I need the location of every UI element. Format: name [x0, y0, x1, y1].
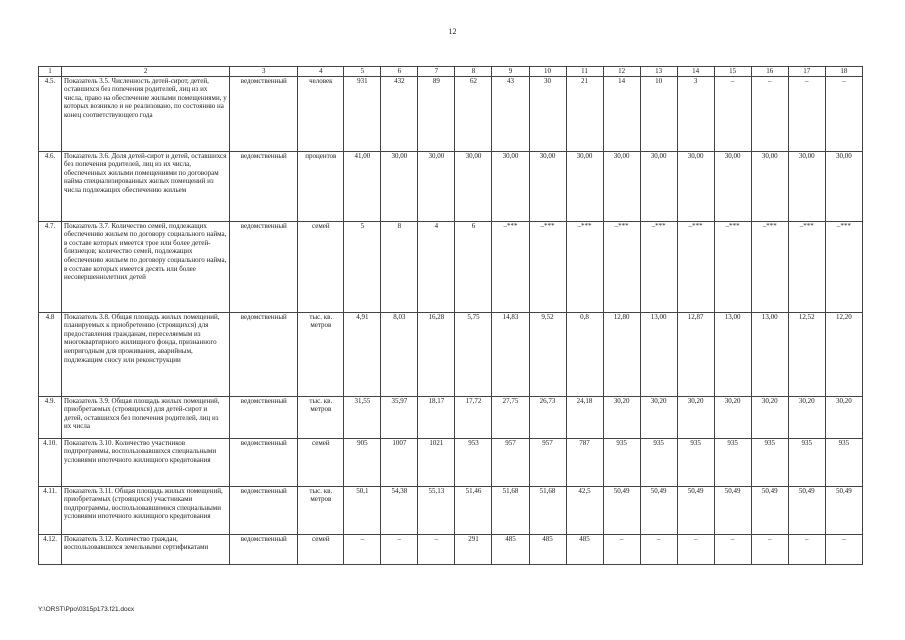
table-row — [39, 151, 863, 221]
value-cell: –*** — [566, 221, 603, 312]
value-cell: 16,28 — [418, 312, 455, 396]
value-cell: 931 — [344, 76, 381, 151]
value-cell: 787 — [566, 438, 603, 486]
value-cell: 51,46 — [455, 486, 492, 534]
header-cell: 9 — [492, 67, 529, 77]
header-cell: 1 — [39, 67, 62, 77]
value-cell: – — [344, 534, 381, 564]
row-number-cell: 4.9. — [39, 396, 62, 438]
indicator-name-cell: Показатель 3.8. Общая площадь жилых помещений, планируемых к приобретению (строящихся) для предоставления гражданам, переселяемым из многоквартирного жилищного фонда, признанного непригодным для проживания, аварийным, подлежащим сносу или реконструкции — [62, 312, 230, 396]
value-cell: 12,52 — [788, 312, 825, 396]
value-cell: 905 — [344, 438, 381, 486]
source-cell: ведомственный — [230, 151, 298, 221]
value-cell: 30 — [529, 76, 566, 151]
row-number-cell: 4.11. — [39, 486, 62, 534]
source-cell: ведомственный — [230, 438, 298, 486]
value-cell: 4 — [418, 221, 455, 312]
row-number-cell: 4.8 — [39, 312, 62, 396]
table-row — [39, 486, 863, 534]
value-cell: –*** — [492, 221, 529, 312]
value-cell: 5,75 — [455, 312, 492, 396]
value-cell: – — [640, 534, 677, 564]
value-cell: 4,91 — [344, 312, 381, 396]
unit-cell: тыс. кв. метров — [298, 486, 344, 534]
indicator-name-cell: Показатель 3.10. Количество участников подпрограммы, воспользовавшихся специальными условиями ипотечного жилищного кредитования — [62, 438, 230, 486]
unit-cell: тыс. кв. метров — [298, 396, 344, 438]
value-cell: 50,49 — [825, 486, 862, 534]
header-cell: 11 — [566, 67, 603, 77]
value-cell: 485 — [492, 534, 529, 564]
page-number: 12 — [448, 27, 457, 36]
value-cell: 13,00 — [751, 312, 788, 396]
value-cell: 12,80 — [603, 312, 640, 396]
value-cell: 12,20 — [825, 312, 862, 396]
unit-cell: процентов — [298, 151, 344, 221]
indicator-name-cell: Показатель 3.7. Количество семей, подлежащих обеспечению жильем по договору социального найма, в составе которых имеется трое или более детей-близнецов; количество семей, подлежащих обеспечению жильем по договору социального найма, в составе которых имеется десять или более несовершеннолетних детей — [62, 221, 230, 312]
row-number-cell: 4.5. — [39, 76, 62, 151]
value-cell: 30,00 — [825, 151, 862, 221]
indicator-name-cell: Показатель 3.5. Численность детей-сирот, детей, оставшихся без попечения родителей, лиц из их числа, право на обеспечение жилыми помещениями, у которых возникло и не реализовано, по состоянию на конец соответствующего года — [62, 76, 230, 151]
value-cell: 13,00 — [714, 312, 751, 396]
source-cell: ведомственный — [230, 312, 298, 396]
value-cell: 13,00 — [640, 312, 677, 396]
value-cell: –*** — [529, 221, 566, 312]
source-cell: ведомственный — [230, 76, 298, 151]
header-cell: 17 — [788, 67, 825, 77]
unit-cell: семей — [298, 534, 344, 564]
value-cell: 10 — [640, 76, 677, 151]
value-cell: 5 — [344, 221, 381, 312]
header-cell: 7 — [418, 67, 455, 77]
value-cell: 31,55 — [344, 396, 381, 438]
value-cell: – — [714, 534, 751, 564]
value-cell: 54,38 — [381, 486, 418, 534]
value-cell: –*** — [714, 221, 751, 312]
file-path-footer: Y:\ORST\Ppo\0315p173.f21.docx — [38, 606, 135, 613]
value-cell: 1007 — [381, 438, 418, 486]
value-cell: 30,00 — [640, 151, 677, 221]
header-cell: 8 — [455, 67, 492, 77]
indicator-name-cell: Показатель 3.12. Количество граждан, воспользовавшихся земельными сертификатами — [62, 534, 230, 564]
value-cell: 50,49 — [640, 486, 677, 534]
table-row — [39, 312, 863, 396]
value-cell: 953 — [455, 438, 492, 486]
value-cell: 18,17 — [418, 396, 455, 438]
value-cell: –*** — [603, 221, 640, 312]
value-cell: 432 — [381, 76, 418, 151]
value-cell: 30,00 — [529, 151, 566, 221]
value-cell: 41,00 — [344, 151, 381, 221]
value-cell: 30,00 — [418, 151, 455, 221]
value-cell: 291 — [455, 534, 492, 564]
source-cell: ведомственный — [230, 221, 298, 312]
value-cell: 3 — [677, 76, 714, 151]
value-cell: 30,00 — [566, 151, 603, 221]
value-cell: – — [418, 534, 455, 564]
value-cell: 30,20 — [603, 396, 640, 438]
value-cell: 935 — [603, 438, 640, 486]
value-cell: 17,72 — [455, 396, 492, 438]
table-row — [39, 534, 863, 564]
value-cell: 50,49 — [714, 486, 751, 534]
value-cell: 30,00 — [751, 151, 788, 221]
value-cell: –*** — [751, 221, 788, 312]
value-cell: 89 — [418, 76, 455, 151]
unit-cell: тыс. кв. метров — [298, 312, 344, 396]
value-cell: 50,49 — [751, 486, 788, 534]
value-cell: 8,03 — [381, 312, 418, 396]
value-cell: 30,00 — [788, 151, 825, 221]
value-cell: 26,73 — [529, 396, 566, 438]
value-cell: 62 — [455, 76, 492, 151]
unit-cell: семей — [298, 438, 344, 486]
value-cell: –*** — [825, 221, 862, 312]
header-cell: 14 — [677, 67, 714, 77]
row-number-cell: 4.10. — [39, 438, 62, 486]
header-cell: 4 — [298, 67, 344, 77]
value-cell: 30,00 — [603, 151, 640, 221]
indicator-name-cell: Показатель 3.6. Доля детей-сирот и детей, оставшихся без попечения родителей, лиц из их числа, обеспеченных жилыми помещениями по договорам найма специализированных жилых помещений из числа подлежащих обеспечению жильем — [62, 151, 230, 221]
value-cell: 1021 — [418, 438, 455, 486]
unit-cell: семей — [298, 221, 344, 312]
header-cell: 18 — [825, 67, 862, 77]
table-row — [39, 221, 863, 312]
value-cell: –*** — [788, 221, 825, 312]
value-cell: 43 — [492, 76, 529, 151]
value-cell: – — [751, 76, 788, 151]
value-cell: 30,20 — [714, 396, 751, 438]
header-cell: 16 — [751, 67, 788, 77]
value-cell: 21 — [566, 76, 603, 151]
value-cell: – — [825, 534, 862, 564]
value-cell: 935 — [677, 438, 714, 486]
value-cell: 30,00 — [455, 151, 492, 221]
value-cell: 14,83 — [492, 312, 529, 396]
row-number-cell: 4.12. — [39, 534, 62, 564]
value-cell: – — [825, 76, 862, 151]
value-cell: 485 — [566, 534, 603, 564]
value-cell: 485 — [529, 534, 566, 564]
value-cell: –*** — [640, 221, 677, 312]
value-cell: 42,5 — [566, 486, 603, 534]
value-cell: 30,20 — [825, 396, 862, 438]
header-cell: 5 — [344, 67, 381, 77]
value-cell: 51,68 — [492, 486, 529, 534]
value-cell: 30,00 — [714, 151, 751, 221]
row-number-cell: 4.7. — [39, 221, 62, 312]
value-cell: 0,8 — [566, 312, 603, 396]
value-cell: 30,20 — [788, 396, 825, 438]
value-cell: 50,49 — [677, 486, 714, 534]
value-cell: 8 — [381, 221, 418, 312]
header-cell: 15 — [714, 67, 751, 77]
value-cell: 30,20 — [677, 396, 714, 438]
value-cell: 9,52 — [529, 312, 566, 396]
indicator-name-cell: Показатель 3.11. Общая площадь жилых помещений, приобретаемых (строящихся) участниками подпрограммы, воспользовавшимися специальными условиями ипотечного жилищного кредитования — [62, 486, 230, 534]
table-body — [39, 76, 863, 564]
indicators-table — [38, 66, 863, 565]
value-cell: – — [603, 534, 640, 564]
value-cell: – — [381, 534, 418, 564]
row-number-cell: 4.6. — [39, 151, 62, 221]
value-cell: 27,75 — [492, 396, 529, 438]
value-cell: 24,18 — [566, 396, 603, 438]
table-row — [39, 438, 863, 486]
value-cell: 14 — [603, 76, 640, 151]
value-cell: 30,00 — [492, 151, 529, 221]
value-cell: – — [751, 534, 788, 564]
source-cell: ведомственный — [230, 396, 298, 438]
unit-cell: человек — [298, 76, 344, 151]
value-cell: 935 — [788, 438, 825, 486]
value-cell: 935 — [825, 438, 862, 486]
value-cell: 30,20 — [751, 396, 788, 438]
table-row — [39, 396, 863, 438]
value-cell: – — [788, 76, 825, 151]
value-cell: 935 — [714, 438, 751, 486]
value-cell: 30,00 — [677, 151, 714, 221]
table-row — [39, 76, 863, 151]
source-cell: ведомственный — [230, 534, 298, 564]
value-cell: 30,00 — [381, 151, 418, 221]
header-cell: 3 — [230, 67, 298, 77]
value-cell: –*** — [677, 221, 714, 312]
header-row — [39, 67, 863, 77]
header-cell: 13 — [640, 67, 677, 77]
header-cell: 10 — [529, 67, 566, 77]
header-cell: 12 — [603, 67, 640, 77]
value-cell: 55,13 — [418, 486, 455, 534]
value-cell: – — [677, 534, 714, 564]
value-cell: 35,97 — [381, 396, 418, 438]
value-cell: 957 — [529, 438, 566, 486]
value-cell: 51,68 — [529, 486, 566, 534]
value-cell: 50,1 — [344, 486, 381, 534]
source-cell: ведомственный — [230, 486, 298, 534]
value-cell: 30,20 — [640, 396, 677, 438]
value-cell: – — [788, 534, 825, 564]
value-cell: – — [714, 76, 751, 151]
indicator-name-cell: Показатель 3.9. Общая площадь жилых помещений, приобретаемых (строящихся) для детей-сирот и детей, оставшихся без попечения родителей, лиц из их числа — [62, 396, 230, 438]
value-cell: 957 — [492, 438, 529, 486]
value-cell: 6 — [455, 221, 492, 312]
header-cell: 6 — [381, 67, 418, 77]
value-cell: 12,87 — [677, 312, 714, 396]
value-cell: 50,49 — [788, 486, 825, 534]
header-cell: 2 — [62, 67, 230, 77]
value-cell: 50,49 — [603, 486, 640, 534]
value-cell: 935 — [640, 438, 677, 486]
value-cell: 935 — [751, 438, 788, 486]
